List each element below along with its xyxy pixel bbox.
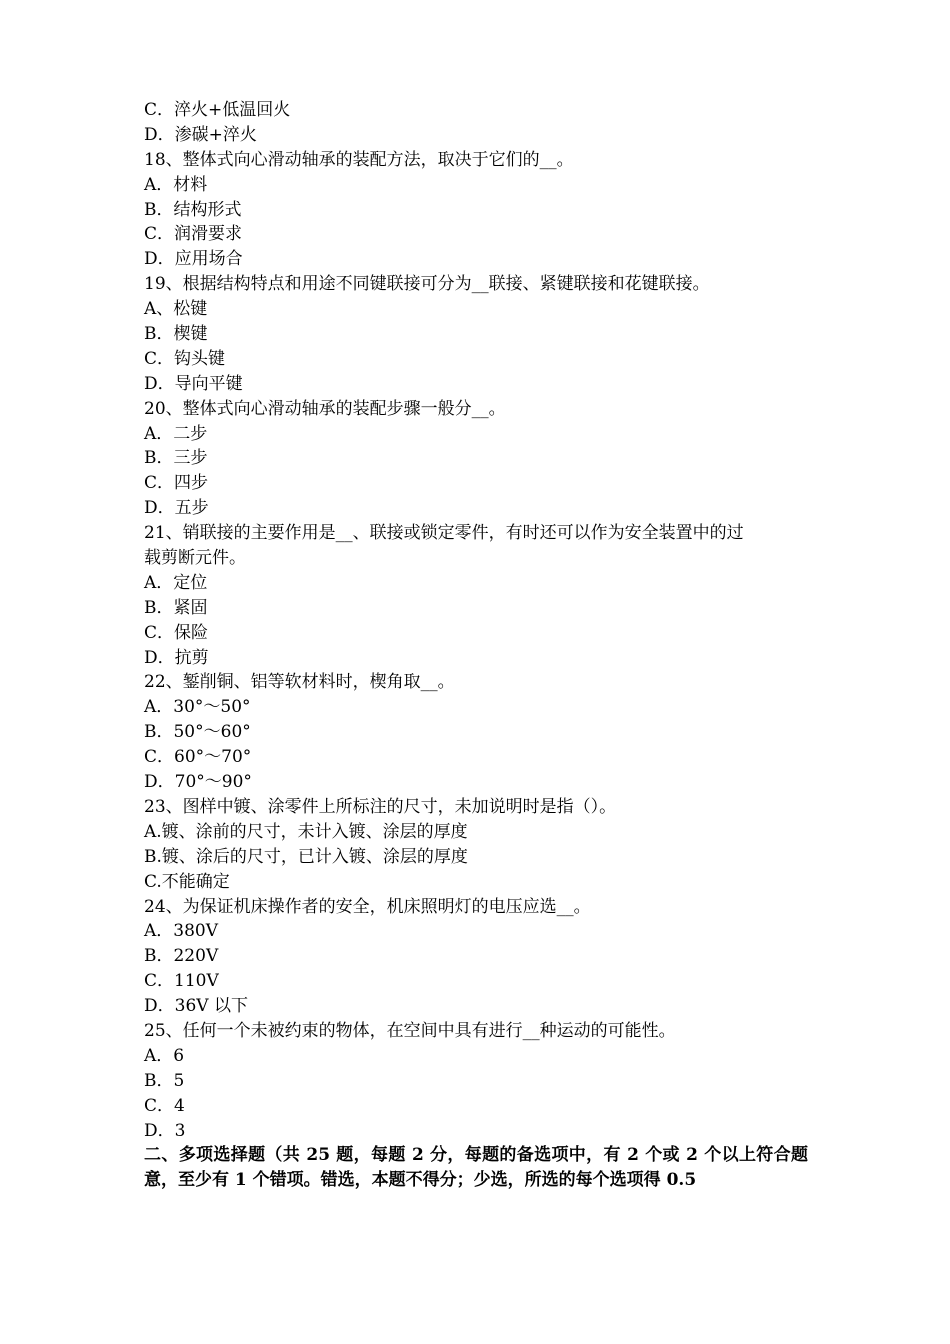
answer-option: A、松键 [144, 299, 208, 320]
question-text: 25、任何一个未被约束的物体，在空间中具有进行__种运动的可能性。 [144, 1020, 676, 1041]
answer-option: C.不能确定 [144, 871, 230, 892]
question-text: 22、錾削铜、铝等软材料时，楔角取__。 [144, 672, 455, 693]
answer-option: A．二步 [144, 423, 208, 444]
question-text: 19、根据结构特点和用途不同键联接可分为__联接、紧键联接和花键联接。 [144, 274, 710, 295]
question-text: 23、图样中镀、涂零件上所标注的尺寸，未加说明时是指（）。 [144, 796, 617, 817]
answer-option: D．渗碳+淬火 [144, 124, 257, 145]
question-text: 20、整体式向心滑动轴承的装配步骤一般分__。 [144, 398, 506, 419]
question-text: 24、为保证机床操作者的安全，机床照明灯的电压应选__。 [144, 896, 591, 917]
answer-option: C．保险 [144, 622, 209, 643]
answer-option: A．6 [144, 1045, 185, 1066]
answer-option: D．五步 [144, 498, 209, 519]
answer-option: A．380V [144, 921, 219, 942]
section-heading: 二、多项选择题（共 25 题，每题 2 分，每题的备选项中，有 2 个或 2 个以上符合题意，至少有 1 个错项。错选，本题不得分；少选，所选的每个选项得 0.5 [144, 1145, 808, 1191]
answer-option: C．钩头键 [144, 348, 226, 369]
answer-option: C．4 [144, 1095, 185, 1116]
answer-option: B．5 [144, 1070, 185, 1091]
answer-option: B．紧固 [144, 597, 208, 618]
answer-option: A．材料 [144, 174, 208, 195]
answer-option: C．60°～70° [144, 747, 252, 768]
question-text: 载剪断元件。 [144, 548, 246, 569]
answer-option: A．定位 [144, 572, 208, 593]
answer-option: D．导向平键 [144, 373, 243, 394]
answer-option: D．70°～90° [144, 772, 252, 793]
answer-option: B．220V [144, 946, 219, 967]
answer-option: C．润滑要求 [144, 224, 243, 245]
exam-content [144, 98, 808, 1193]
answer-option: B．三步 [144, 448, 208, 469]
answer-option: D．36V 以下 [144, 996, 248, 1017]
answer-option: A．30°～50° [144, 697, 251, 718]
answer-option: C．淬火+低温回火 [144, 100, 291, 120]
answer-option: A.镀、涂前的尺寸，未计入镀、涂层的厚度 [144, 821, 468, 842]
question-text: 18、整体式向心滑动轴承的装配方法，取决于它们的__。 [144, 149, 574, 170]
answer-option: B．结构形式 [144, 199, 242, 220]
answer-option: B．楔键 [144, 324, 208, 345]
answer-option: C．四步 [144, 473, 209, 494]
answer-option: D．抗剪 [144, 647, 209, 668]
answer-option: D．应用场合 [144, 249, 243, 270]
answer-option: B．50°～60° [144, 722, 251, 743]
question-text: 21、销联接的主要作用是__、联接或锁定零件，有时还可以作为安全装置中的过 [144, 523, 744, 544]
answer-option: D．3 [144, 1120, 186, 1141]
answer-option: B.镀、涂后的尺寸，已计入镀、涂层的厚度 [144, 846, 468, 867]
question-list [144, 98, 808, 1143]
answer-option: C．110V [144, 971, 219, 992]
